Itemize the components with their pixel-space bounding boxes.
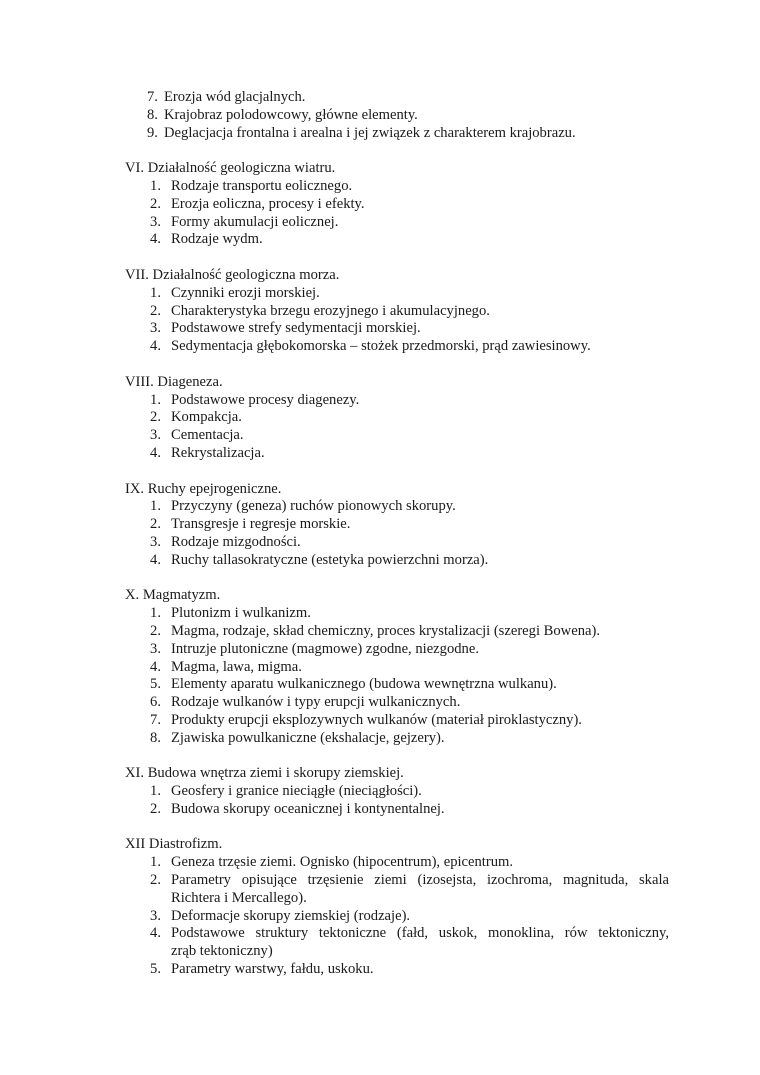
item-number: 6. [150,694,161,711]
item-number: 2. [150,800,161,817]
item-text: Cementacja. [171,427,244,444]
item-number: 4. [150,444,161,461]
item-text: Deglacjacja frontalna i arealna i jej związek z charakterem krajobrazu. [164,124,576,141]
list-item [0,338,760,356]
item-number: 8. [147,106,158,123]
list-item [0,196,760,214]
list-item [0,801,760,819]
list-item [0,178,760,196]
item-text: Rodzaje wydm. [171,231,263,248]
list-item [0,285,760,303]
item-text: Plutonizm i wulkanizm. [171,605,311,622]
item-number: 5. [150,676,161,693]
item-number: 2. [150,409,161,426]
list-item [0,659,760,677]
list-item [0,392,760,410]
list-item-continuation [0,890,760,908]
item-text-continuation: zrąb tektoniczny) [171,943,273,960]
item-number: 5. [150,961,161,978]
item-text: Deformacje skorupy ziemskiej (rodzaje). [171,907,411,924]
item-text: Sedymentacja głębokomorska – stożek przedmorski, prąd zawiesinowy. [171,338,591,355]
item-number: 4. [150,658,161,675]
item-text: Krajobraz polodowcowy, główne elementy. [164,106,418,123]
list-item [0,125,760,143]
item-text: Transgresje i regresje morskie. [171,516,351,533]
item-number: 8. [150,729,161,746]
item-number: 1. [150,177,161,194]
list-item [0,961,760,979]
item-text: Podstawowe strefy sedymentacji morskiej. [171,320,421,337]
item-number: 1. [150,783,161,800]
item-number: 3. [150,213,161,230]
spacer [0,142,760,160]
item-text: Rodzaje mizgodności. [171,533,301,550]
item-text: Zjawiska powulkaniczne (ekshalacje, gejzery). [171,729,445,746]
section-title: VII. Działalność geologiczna morza. [125,266,340,283]
item-text: Przyczyny (geneza) ruchów pionowych skorupy. [171,498,456,515]
item-text: Parametry opisujące trzęsienie ziemi (izosejsta, izochroma, magnituda, skala [171,872,669,889]
item-number: 3. [150,427,161,444]
item-text: Magma, lawa, migma. [171,658,302,675]
item-text: Podstawowe struktury tektoniczne (fałd, uskok, monoklina, rów tektoniczny, [171,925,669,942]
item-number: 3. [150,533,161,550]
list-item [0,427,760,445]
item-number: 3. [150,320,161,337]
list-item [0,872,760,890]
item-text: Erozja wód glacjalnych. [164,89,306,105]
list-item [0,676,760,694]
list-item [0,445,760,463]
item-number: 1. [150,498,161,515]
item-number: 3. [150,640,161,657]
list-item [0,89,760,107]
item-number: 2. [150,622,161,639]
item-text: Charakterystyka brzegu erozyjnego i akumulacyjnego. [171,302,490,319]
item-text: Ruchy tallasokratyczne (estetyka powierzchni morza). [171,551,489,568]
item-text: Erozja eoliczna, procesy i efekty. [171,195,365,212]
list-item-continuation [0,943,760,961]
section-title: VIII. Diageneza. [125,373,223,390]
item-text: Podstawowe procesy diagenezy. [171,391,360,408]
item-number: 4. [150,925,161,942]
item-text: Elementy aparatu wulkanicznego (budowa wewnętrzna wulkanu). [171,676,557,693]
item-number: 3. [150,907,161,924]
section-title: XI. Budowa wnętrza ziemi i skorupy ziemskiej. [125,765,404,782]
list-item [0,854,760,872]
item-text: Parametry warstwy, fałdu, uskoku. [171,961,374,978]
spacer [0,356,760,374]
item-number: 2. [150,872,161,889]
list-item [0,623,760,641]
section-heading [0,481,760,499]
list-item [0,552,760,570]
item-text: Formy akumulacji eolicznej. [171,213,339,230]
list-item [0,320,760,338]
item-text: Magma, rodzaje, skład chemiczny, proces krystalizacji (szeregi Bowena). [171,622,600,639]
item-text: Rodzaje transportu eolicznego. [171,177,353,194]
item-number: 2. [150,302,161,319]
list-item [0,605,760,623]
list-item [0,498,760,516]
item-text: Czynniki erozji morskiej. [171,284,320,301]
section-title: X. Magmatyzm. [125,587,221,604]
list-item [0,231,760,249]
list-item [0,925,760,943]
spacer [0,570,760,588]
section-title: XII Diastrofizm. [125,836,223,853]
list-item [0,641,760,659]
section-heading [0,160,760,178]
item-number: 1. [150,284,161,301]
section-heading [0,765,760,783]
spacer [0,249,760,267]
section-heading [0,267,760,285]
list-item [0,516,760,534]
list-item [0,712,760,730]
item-number: 1. [150,391,161,408]
item-number: 4. [150,338,161,355]
item-text: Produkty erupcji eksplozywnych wulkanów (materiał piroklastyczny). [171,711,582,728]
list-item [0,783,760,801]
section-title: VI. Działalność geologiczna wiatru. [125,160,336,177]
item-text: Budowa skorupy oceanicznej i kontynentalnej. [171,800,445,817]
spacer [0,463,760,481]
item-text-continuation: Richtera i Mercallego). [171,889,307,906]
item-number: 1. [150,854,161,871]
item-number: 9. [147,124,158,141]
item-text: Geosfery i granice nieciągłe (nieciągłości). [171,783,422,800]
list-item [0,730,760,748]
item-number: 7. [150,711,161,728]
document-page [0,89,760,979]
section-heading [0,587,760,605]
section-heading [0,836,760,854]
item-text: Geneza trzęsie ziemi. Ognisko (hipocentrum), epicentrum. [171,854,514,871]
item-text: Intruzje plutoniczne (magmowe) zgodne, niezgodne. [171,640,479,657]
list-item [0,409,760,427]
item-text: Rekrystalizacja. [171,444,265,461]
item-text: Rodzaje wulkanów i typy erupcji wulkanicznych. [171,694,461,711]
section-heading [0,374,760,392]
section-title: IX. Ruchy epejrogeniczne. [125,480,282,497]
list-item [0,303,760,321]
item-number: 2. [150,516,161,533]
item-number: 2. [150,195,161,212]
list-item [0,908,760,926]
item-number: 4. [150,551,161,568]
list-item [0,214,760,232]
item-text: Kompakcja. [171,409,242,426]
list-item [0,694,760,712]
item-number: 1. [150,605,161,622]
list-item [0,534,760,552]
spacer [0,819,760,837]
spacer [0,747,760,765]
item-number: 4. [150,231,161,248]
list-item [0,107,760,125]
item-number: 7. [147,89,158,105]
